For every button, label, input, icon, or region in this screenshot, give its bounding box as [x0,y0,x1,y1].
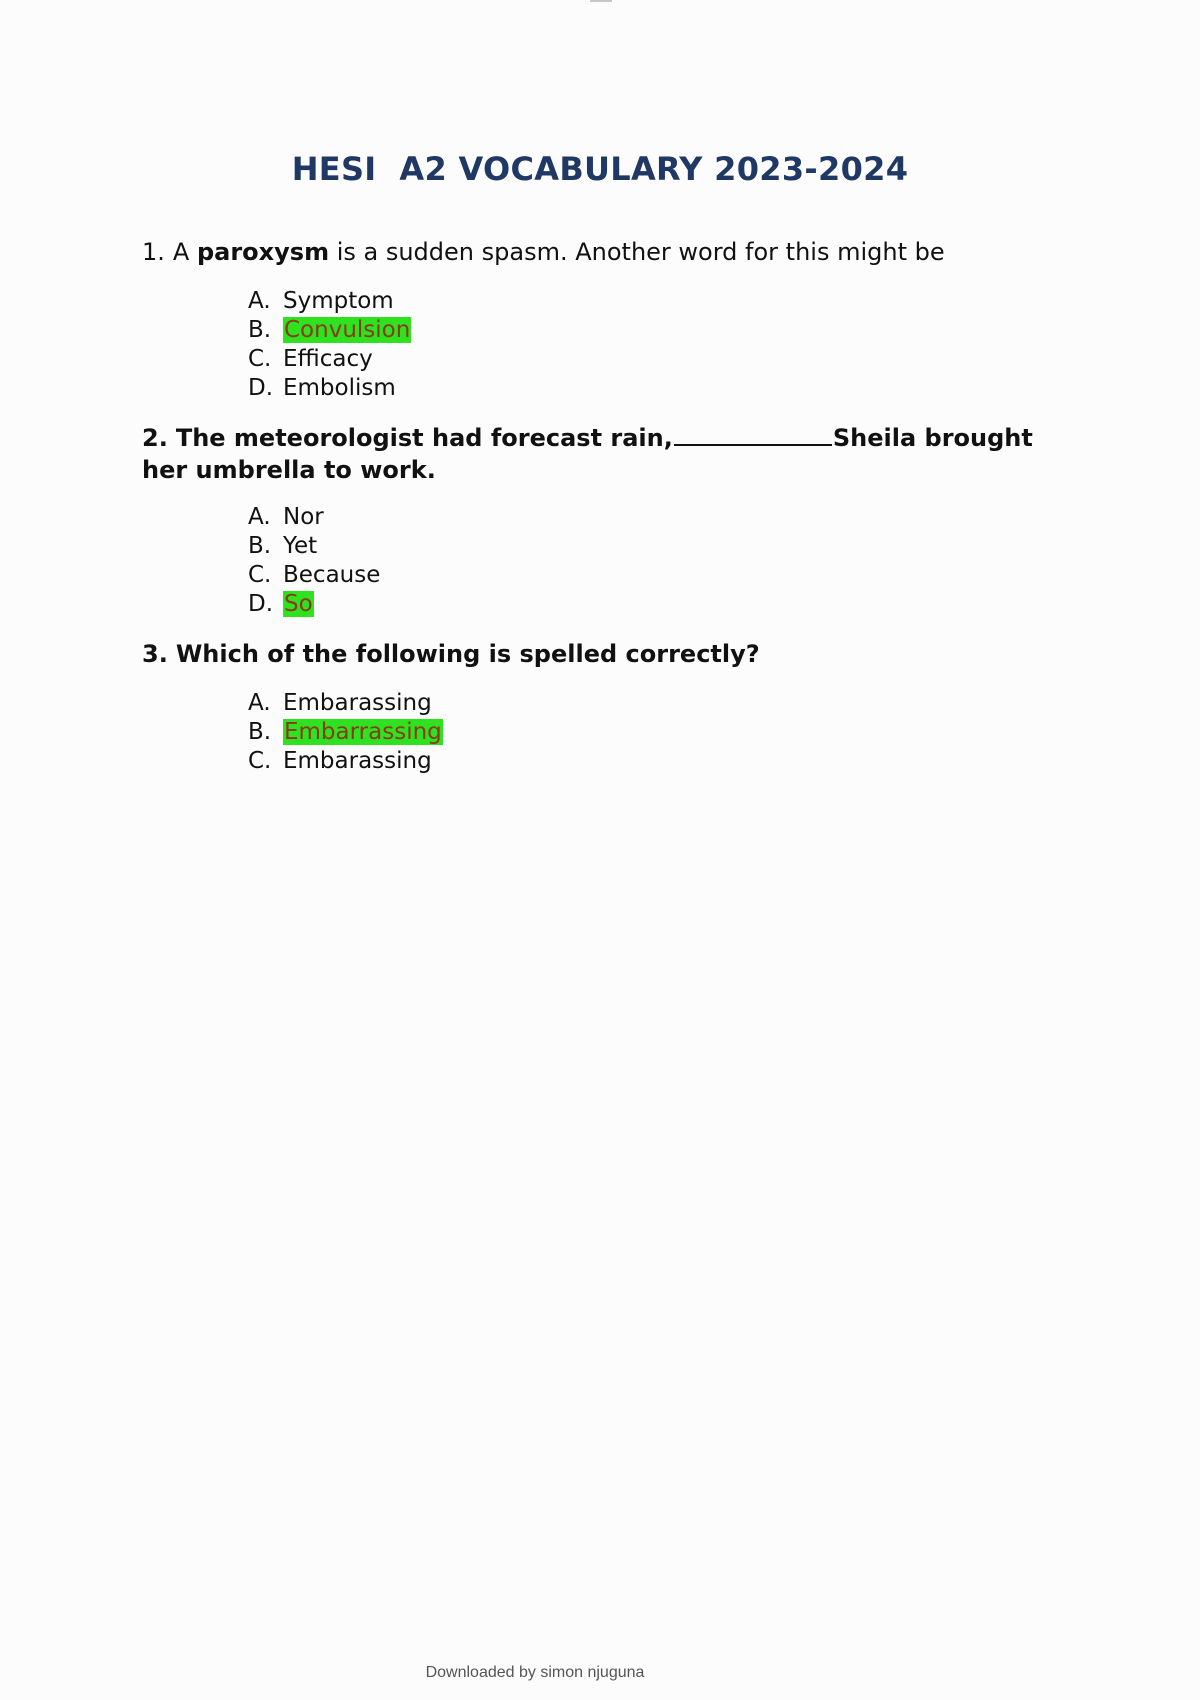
option-text: Nor [283,504,324,530]
question-2-options [248,503,380,619]
option-letter: B. [248,317,272,343]
question-1-text-before: A [172,238,197,266]
option-text: Embarassing [283,690,432,716]
question-2-text-before: The meteorologist had forecast rain, [175,424,673,452]
question-3 [142,638,1042,670]
option-text: Symptom [283,288,394,314]
option-1b[interactable] [248,316,411,345]
option-letter: A. [248,690,271,716]
option-letter: A. [248,288,271,314]
option-3b[interactable] [248,718,443,747]
option-text: Efficacy [283,346,373,372]
option-text: Because [283,562,381,588]
question-1-text-after: is a sudden spasm. Another word for this might be [329,238,945,266]
option-1a[interactable] [248,287,411,316]
download-footer: Downloaded by simon njuguna [425,1664,645,1681]
option-2c[interactable] [248,561,380,590]
option-2a[interactable] [248,503,380,532]
option-3c[interactable] [248,747,443,776]
question-1-term: paroxysm [196,238,330,266]
highlighted-answer: So [284,591,313,617]
question-1-options [248,287,411,403]
question-1-number: 1. [142,238,165,266]
option-letter: B. [248,719,272,745]
option-letter: C. [248,562,272,588]
option-letter: D. [248,375,274,401]
option-1d[interactable] [248,374,411,403]
option-letter: B. [248,533,272,559]
option-letter: C. [248,346,272,372]
question-3-text: Which of the following is spelled correctly? [175,640,760,668]
page-top-mark [590,0,612,2]
question-2-number: 2. [142,424,168,452]
highlighted-answer: Convulsion [284,317,411,343]
question-2 [142,422,1042,486]
answer-blank [674,422,832,446]
question-3-options [248,689,443,776]
option-letter: C. [248,748,272,774]
option-2b[interactable] [248,532,380,561]
option-3a[interactable] [248,689,443,718]
option-letter: D. [248,591,274,617]
option-text: Embolism [283,375,396,401]
highlighted-answer: Embarrassing [284,719,442,745]
question-2-text-after: Sheila brought her umbrella to work. [142,424,1033,484]
page-title: HESI A2 VOCABULARY 2023-2024 [291,150,909,188]
question-3-number: 3. [142,640,168,668]
option-letter: A. [248,504,271,530]
option-2d[interactable] [248,590,380,619]
option-1c[interactable] [248,345,411,374]
option-text: Yet [283,533,318,559]
option-text: Embarassing [283,748,432,774]
question-1 [142,236,1042,268]
